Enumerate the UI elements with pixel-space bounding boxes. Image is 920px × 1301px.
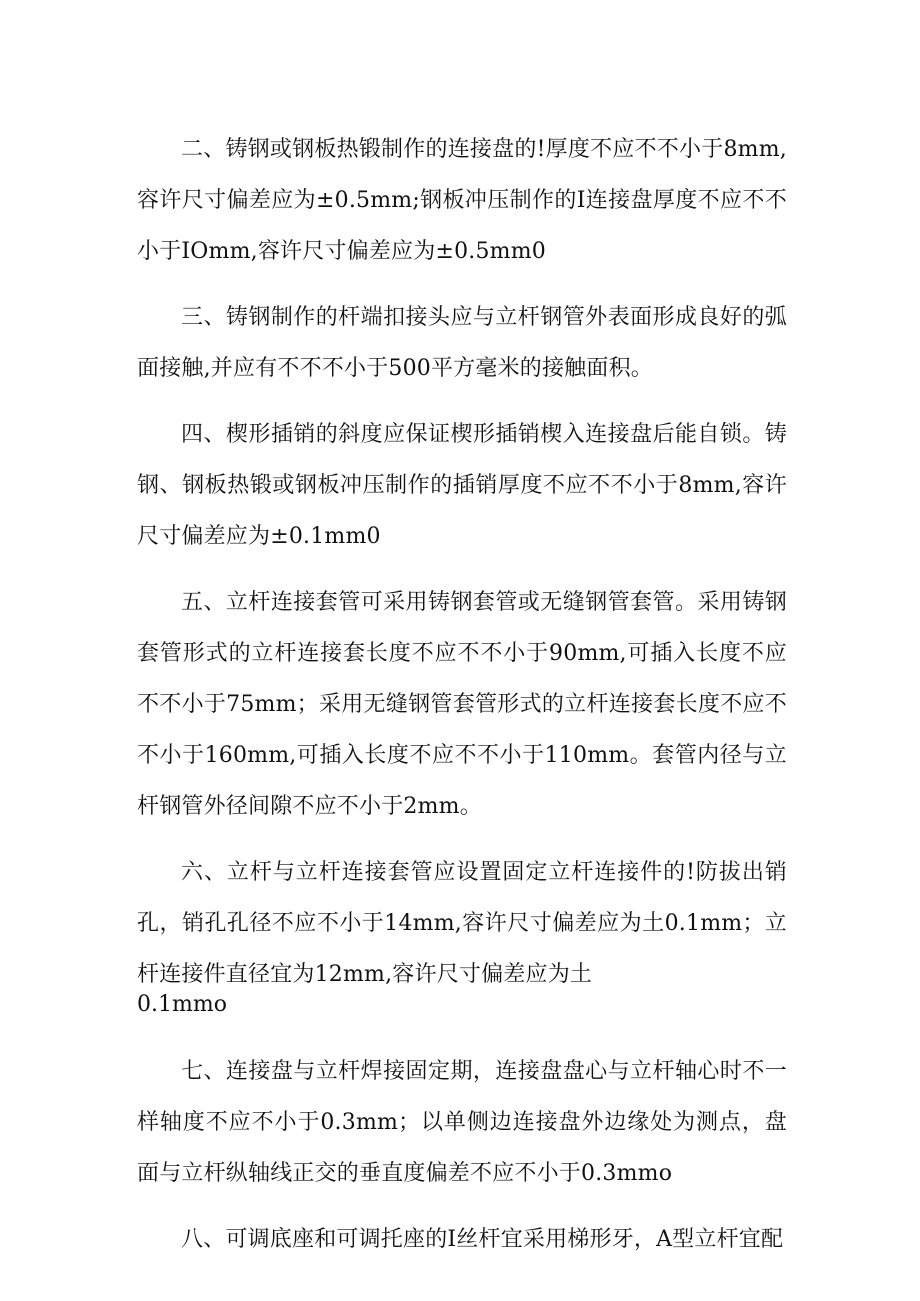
paragraph-3: 三、铸钢制作的杆端扣接头应与立杆钢管外表面形成良好的弧面接触,并应有不不不小于500平方毫米的接触面积。	[137, 305, 787, 381]
paragraph-6: 六、立杆与立杆连接套管应设置固定立杆连接件的!防拔出销孔，销孔孔径不应不小于14mm,容许尺寸偏差应为土0.1mm；立杆连接件直径宜为12mm,容许尺寸偏差应为土	[137, 860, 787, 987]
paragraph-7: 七、连接盘与立杆焊接固定期，连接盘盘心与立杆轴心时不一样轴度不应不小于0.3mm；以单侧边连接盘外边缘处为测点，盘面与立杆纵轴线正交的垂直度偏差不应不小于0.3mmo	[137, 1059, 787, 1186]
paragraph-2: 二、铸钢或钢板热锻制作的连接盘的!厚度不应不不小于8mm,容许尺寸偏差应为±0.5mm;钢板冲压制作的I连接盘厚度不应不不小于IOmm,容许尺寸偏差应为±0.5mm0	[137, 137, 787, 264]
paragraph-4: 四、楔形插销的斜度应保证楔形插销楔入连接盘后能自锁。铸钢、钢板热锻或钢板冲压制作的插销厚度不应不不小于8mm,容许尺寸偏差应为±0.1mm0	[137, 422, 787, 549]
paragraph-5: 五、立杆连接套管可采用铸钢套管或无缝钢管套管。采用铸钢套管形式的立杆连接套长度不应不不小于90mm,可插入长度不应不不小于75mm；采用无缝钢管套管形式的立杆连接套长度不应不不小于160mm,可插入长度不应不不小于110mm。套管内径与立杆钢管外径间隙不应不小于2mm。	[137, 590, 787, 819]
paragraph-8: 八、可调底座和可调托座的I丝杆宜采用梯形牙，A型立杆宜配	[181, 1227, 784, 1252]
paragraph-6-continuation: 0.1mmo	[137, 992, 227, 1017]
document-body	[137, 124, 787, 1280]
